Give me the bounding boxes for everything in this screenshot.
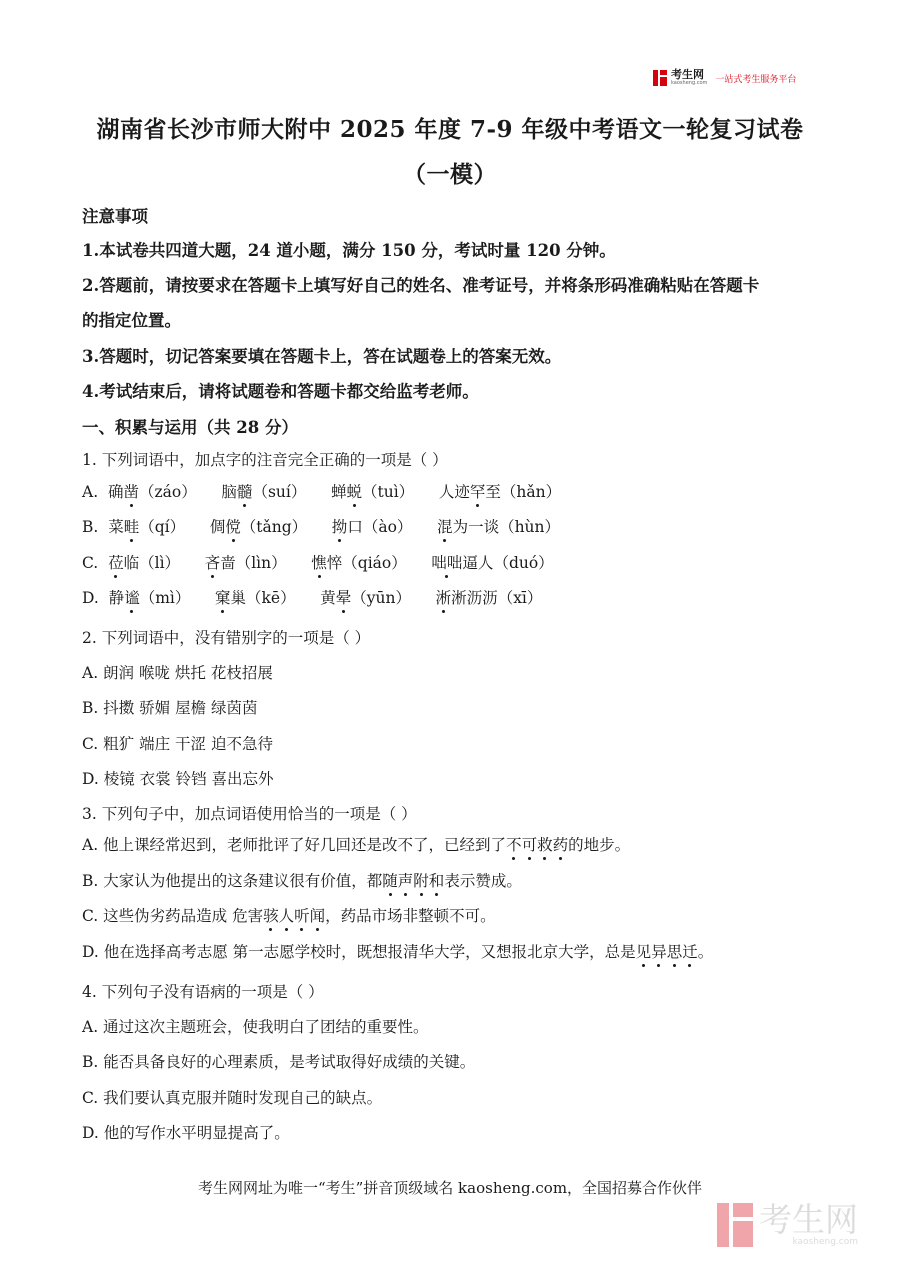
q4-option: C. 我们要认真克服并随时发现自己的缺点。 xyxy=(82,1089,383,1107)
notice-item: 2.答题前，请按要求在答题卡上填写好自己的姓名、准考证号，并将条形码准确粘贴在答题卡 xyxy=(82,276,760,295)
q4-option: B. 能否具备良好的心理素质，是考试取得好成绩的关键。 xyxy=(82,1053,476,1071)
dotted-char: 蜕 xyxy=(347,480,363,502)
dotted-char: 凿 xyxy=(124,480,140,502)
notice-item: 3.答题时，切记答案要填在答题卡上，答在试题卷上的答案无效。 xyxy=(82,347,562,366)
dotted-char: 咄咄 xyxy=(431,551,462,573)
dotted-char: 窠 xyxy=(215,586,231,608)
q3-option-a: A. 他上课经常迟到，老师批评了好几回还是改不了，已经到了不可救药的地步。 xyxy=(82,833,630,855)
dotted-char: 随 xyxy=(382,869,398,891)
q4-option: D. 他的写作水平明显提高了。 xyxy=(82,1124,290,1142)
question-stem: 2. 下列词语中，没有错别字的一项是（ ） xyxy=(82,629,371,647)
dotted-char: 听 xyxy=(294,904,310,926)
dotted-char: 见 xyxy=(636,940,652,962)
dotted-char: 骇 xyxy=(263,904,279,926)
logo-slogan: 一站式考生服务平台 xyxy=(715,74,797,85)
notice-item: 4.考试结束后，请将试题卷和答题卡都交给监考老师。 xyxy=(82,382,479,401)
page-footer: 考生网网址为唯一“考生”拼音顶级域名 kaosheng.com，全国招募合作伙伴 xyxy=(197,1179,703,1197)
q4-option: A. 通过这次主题班会，使我明白了团结的重要性。 xyxy=(82,1018,429,1036)
dotted-char: 晕 xyxy=(336,586,352,608)
dotted-char: 谧 xyxy=(124,586,140,608)
exam-subtitle: （一模） xyxy=(403,161,497,188)
notice-heading: 注意事项 xyxy=(82,207,148,226)
section-heading: 一、积累与运用（共 28 分） xyxy=(82,418,298,437)
dotted-char: 异 xyxy=(651,940,667,962)
q3-option-c: C. 这些伪劣药品造成 危害骇人听闻，药品市场非整顿不可。 xyxy=(82,904,496,926)
dotted-char: 声 xyxy=(398,869,414,891)
notice-item: 的指定位置。 xyxy=(82,311,181,330)
q3-option-b: B. 大家认为他提出的这条建议很有价值，都随声附和表示赞成。 xyxy=(82,869,522,891)
dotted-char: 畦 xyxy=(124,515,140,537)
dotted-char: 迁 xyxy=(682,940,698,962)
dotted-char: 闻 xyxy=(310,904,326,926)
dotted-char: 拗 xyxy=(332,515,348,537)
q3-option-d: D. 他在选择高考志愿 第一志愿学校时，既想报清华大学，又想报北京大学，总是见异思迁。 xyxy=(82,940,713,962)
q1-option-d: D. 静谧（mì） 窠巢（kē） 黄晕（yūn） 淅淅沥沥（xī） xyxy=(82,586,542,608)
question-stem: 3. 下列句子中，加点词语使用恰当的一项是（ ） xyxy=(82,805,417,823)
q2-option: C. 粗犷 端庄 干涩 迫不急待 xyxy=(82,735,273,753)
dotted-char: 傥 xyxy=(225,515,241,537)
header-logo xyxy=(653,70,796,86)
kaosheng-watermark-icon xyxy=(717,1203,753,1247)
kaosheng-logo-icon xyxy=(653,70,667,86)
q1-option-b: B. 菜畦（qí） 倜傥（tǎng） 拗口（ào） 混为一谈（hùn） xyxy=(82,515,560,537)
dotted-char: 莅 xyxy=(108,551,124,573)
dotted-char: 救 xyxy=(537,833,553,855)
notice-item: 1.本试卷共四道大题，24 道小题，满分 150 分，考试时量 120 分钟。 xyxy=(82,241,616,260)
q2-option: D. 棱镜 衣裳 铃铛 喜出忘外 xyxy=(82,770,274,788)
q2-option: A. 朗润 喉咙 烘托 花枝招展 xyxy=(82,664,273,682)
exam-title: 湖南省长沙市师大附中 2025 年度 7-9 年级中考语文一轮复习试卷 xyxy=(96,116,804,143)
dotted-char: 淅 xyxy=(436,586,452,608)
dotted-char: 药 xyxy=(553,833,569,855)
dotted-char: 罕 xyxy=(470,480,486,502)
watermark-domain: kaosheng.com xyxy=(792,1237,858,1247)
dotted-char: 人 xyxy=(279,904,295,926)
watermark xyxy=(717,1200,858,1247)
question-stem: 4. 下列句子没有语病的一项是（ ） xyxy=(82,983,324,1001)
watermark-name: 考生网 xyxy=(759,1200,858,1239)
dotted-char: 思 xyxy=(667,940,683,962)
dotted-char: 憔 xyxy=(311,551,327,573)
q1-option-a: A. 确凿（záo） 脑髓（suí） 蝉蜕（tuì） 人迹罕至（hǎn） xyxy=(82,480,561,502)
q1-option-c: C. 莅临（lì） 吝啬（lìn） 憔悴（qiáo） 咄咄逼人（duó） xyxy=(82,551,554,573)
logo-domain: kaosheng.com xyxy=(671,80,708,86)
dotted-char: 不 xyxy=(506,833,522,855)
question-stem: 1. 下列词语中，加点字的注音完全正确的一项是（ ） xyxy=(82,451,448,469)
q2-option: B. 抖擞 骄媚 屋檐 绿茵茵 xyxy=(82,699,258,717)
dotted-char: 髓 xyxy=(237,480,253,502)
dotted-char: 吝 xyxy=(205,551,221,573)
dotted-char: 混 xyxy=(437,515,453,537)
dotted-char: 和 xyxy=(429,869,445,891)
logo-name: 考生网 xyxy=(671,68,704,81)
dotted-char: 可 xyxy=(522,833,538,855)
dotted-char: 附 xyxy=(413,869,429,891)
